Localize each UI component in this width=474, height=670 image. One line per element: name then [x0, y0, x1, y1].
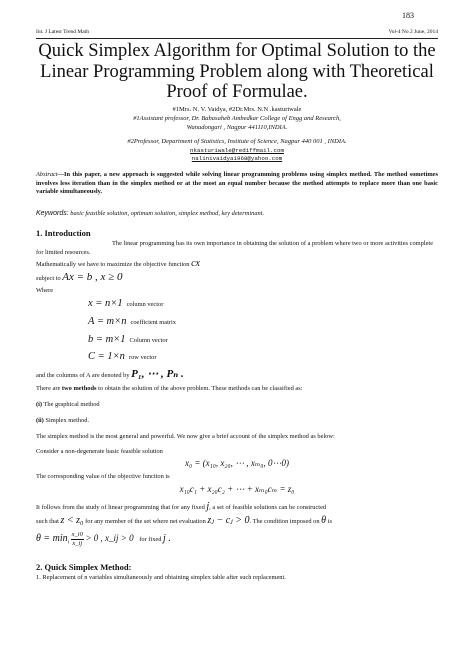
definition-b: b = m×1 Column vector: [88, 334, 168, 345]
simplex-general-statement: The simplex method is the most general and powerful. We now give a brief account of the simplex method as below:: [36, 433, 335, 440]
header-rule: [36, 38, 438, 39]
section-2-paragraph-1: 1. Replacement of n variables simultaneously and obtaining simplex table after such replacement.: [36, 574, 286, 581]
affiliation-2: #2Professor, Department of Statistics, Institute of Science, Nagpur 440 001 , INDIA.: [127, 138, 347, 145]
equation-basic-solution: x₀ = (x₁₀, x₂₀, ⋯ , xₘ₀, 0⋯0): [184, 458, 290, 468]
consider-statement: Consider a non-degenerate basic feasible solution: [36, 448, 163, 455]
keywords-text: basic feasible solution, optimum solution, simplex method, key determinant.: [68, 210, 265, 217]
abstract-text: —In this paper, a new approach is suggested while solving linear programming problems using simplex method. The method sometimes involves less iteration than in the simplex method or at the most an equal number because the method attempts to replace more than one basic variable simultaneously.: [36, 171, 438, 196]
section-1-heading: 1. Introduction: [36, 228, 91, 238]
page-number: 183: [402, 11, 414, 20]
section-2-heading: 2. Quick Simplex Method:: [36, 562, 132, 572]
email-1[interactable]: nkasturiwale@rediffmail.com: [190, 147, 284, 154]
definition-x: x = n×1 column vector: [88, 298, 164, 309]
constraint-math: Ax = b , x ≥ 0: [62, 271, 123, 283]
journal-header-right: Vol-4 No 2 June, 2014: [388, 29, 438, 35]
author-names: #1Mrs. N. V. Vaidya, #2Dr.Mrs. N.N .kasturiwale: [172, 106, 302, 113]
affiliation-1-line-2: Wanadongari , Nagpur 441110,INDIA.: [186, 124, 288, 131]
objective-function-math: cx: [191, 258, 200, 269]
definition-c: C = 1×n row vector: [88, 351, 157, 362]
intro-paragraph-3: subject to Ax = b , x ≥ 0: [36, 271, 123, 283]
intro-paragraph-1: The linear programming has its own importance in obtaining the solution of a problem where two or more activities complete for limited resources.: [36, 240, 434, 256]
theta-fraction: $\frac{x\_i0}{x\_ij}$: [71, 531, 83, 547]
abstract: [36, 171, 438, 197]
journal-header-left: Int. J Latest Trend Math: [36, 29, 90, 35]
keywords: [36, 210, 264, 217]
email-2[interactable]: nalinivaidya1968@yahoo.com: [191, 155, 283, 162]
objective-value-statement: The corresponding value of the objective function is: [36, 473, 170, 480]
intro-paragraph-2: Mathematically we have to maximize the objective function cx: [36, 258, 200, 269]
method-ii: (ii) Simplex method.: [36, 417, 90, 424]
method-i: (i) The graphical method: [36, 401, 100, 408]
affiliation-1-line-1: #1Assistant professor, Dr. Babasaheb Ambedkar College of Engg and Research,: [133, 115, 341, 122]
feasible-set-statement-2: such that z < z₀ for any member of the set where net evaluation zⱼ − cⱼ > 0. The condition imposed on θ is: [36, 515, 332, 526]
abstract-label: Abstract: [36, 171, 58, 178]
paper-title: Quick Simplex Algorithm for Optimal Solution to the Linear Programming Problem along with Theoretical Proof of Formulae.: [38, 41, 436, 102]
keywords-label: Keywords:: [36, 210, 69, 217]
where-label: Where: [36, 287, 54, 294]
theta-condition: $\theta = \min_i$ $\frac{x\_i0}{x\_ij}$ > 0 , x_ij > 0 for fixed j .: [36, 531, 171, 547]
two-methods-statement: There are two methods to obtain the solution of the above problem. These methods can be classified as:: [36, 385, 303, 392]
columns-statement: and the columns of A are denoted by P₁, ⋯ , Pₙ .: [36, 368, 184, 380]
definition-a: A = m×n coefficient matrix: [88, 316, 176, 327]
feasible-set-statement-1: It follows from the study of linear programming that for any fixed j, a set of feasible solutions can be constructed: [36, 501, 327, 512]
equation-objective-value: x₁₀c₁ + x₂₀c₂ + ⋯ + xₘ₀cₘ = z₀: [179, 484, 295, 494]
